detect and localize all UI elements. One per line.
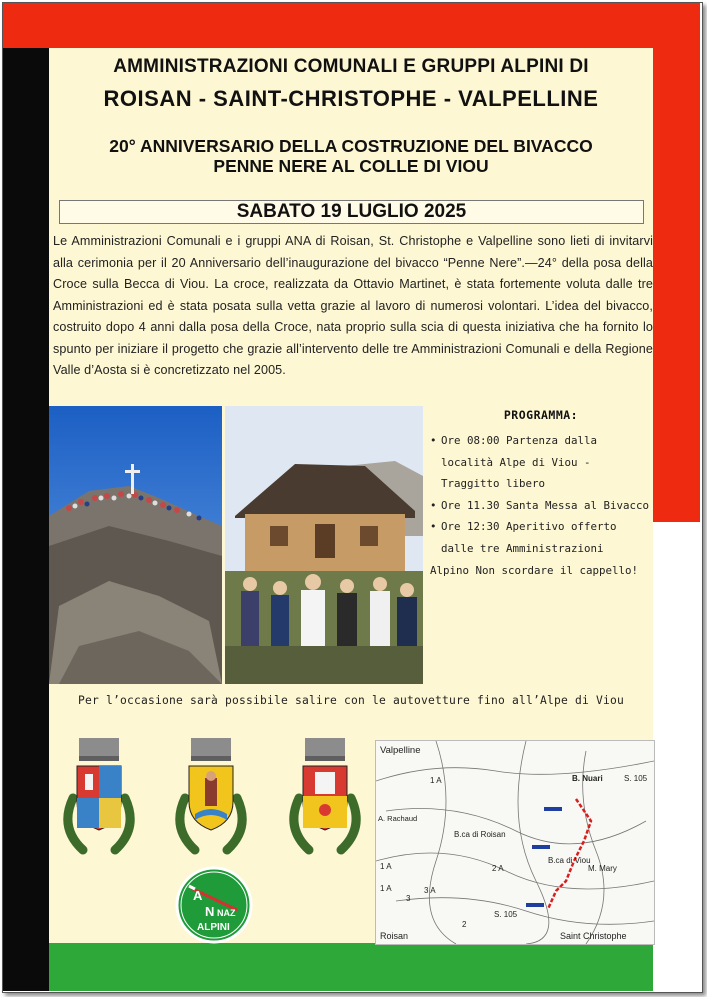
poster-panel	[49, 48, 653, 943]
map-label-a-rachaud: A. Rachaud	[378, 814, 418, 823]
map-label-b-ca-di-viou: B.ca di Viou	[548, 856, 591, 865]
municipalities-heading: ROISAN - SAINT-CHRISTOPHE - VALPELLINE	[103, 86, 599, 111]
programma-item-text: Ore 12:30 Aperitivo offerto dalle tre Amministrazioni	[441, 520, 617, 555]
ana-alpini: ALPINI	[197, 922, 230, 933]
ana-letter-n: N	[205, 904, 215, 919]
map-label-saint-christophe: Saint Christophe	[560, 931, 627, 941]
parking-icon	[544, 807, 562, 811]
programma-item	[430, 495, 652, 517]
parking-icon	[526, 903, 544, 907]
parking-icon	[532, 845, 550, 849]
programma-title: PROGRAMMA:	[503, 408, 579, 422]
map-label-m-mary: M. Mary	[588, 864, 617, 873]
map-label-s105-bottom: S. 105	[494, 910, 518, 919]
saint-christophe-crest-icon	[165, 738, 257, 862]
bullet-icon: •	[430, 434, 437, 447]
summit-cross-photo	[49, 406, 222, 684]
map-label-1a-top: 1 A	[430, 776, 442, 785]
map-label-3a: 3 A	[424, 886, 436, 895]
green-flag-band	[49, 943, 653, 991]
route-map	[375, 740, 655, 945]
map-label-roisan: Roisan	[380, 931, 409, 941]
map-label-2a: 2 A	[492, 864, 504, 873]
map-label-3: 3	[406, 894, 411, 903]
access-note: Per l’occasione sarà possibile salire con le autovetture fino all’Alpe di Viou	[77, 694, 625, 707]
bullet-icon: •	[430, 498, 437, 512]
programma-item-text: Ore 11.30 Santa Messa al Bivacco	[441, 498, 650, 512]
map-label-1a-low: 1 A	[380, 884, 392, 893]
event-title-line2: PENNE NERE AL COLLE DI VIOU	[213, 156, 489, 176]
map-label-s105-top: S. 105	[624, 774, 648, 783]
event-title-line1: 20° ANNIVERSARIO DELLA COSTRUZIONE DEL BIVACCO	[109, 136, 593, 156]
organizers-heading: AMMINISTRAZIONI COMUNALI E GRUPPI ALPINI DI	[113, 56, 589, 77]
ana-logo-icon	[175, 866, 253, 944]
valpelline-crest-icon	[279, 738, 371, 862]
programma-closing: Alpino Non scordare il cappello!	[430, 563, 639, 577]
bivouac-hut-photo	[225, 406, 423, 684]
programma-item-text: Ore 08:00 Partenza dalla località Alpe di Viou - Traggitto libero	[441, 434, 598, 491]
programma-item	[430, 516, 652, 559]
map-label-1a-mid: 1 A	[380, 862, 392, 871]
ana-letter-a: A	[193, 888, 203, 903]
event-date: SABATO 19 LUGLIO 2025	[59, 200, 644, 224]
bullet-icon: •	[430, 520, 437, 534]
event-description: Le Amministrazioni Comunali e i gruppi ANA di Roisan, St. Christophe e Valpelline sono lieti di invitarvi alla cerimonia per il 20 Anniversario dell’inaugurazione del bivacco “Penne Nere”.—24° della posa della Croce sulla Becca di Viou. La croce, realizzata da Ottavio Martinet, è stata fortemente voluta dalle tre Amministrazioni ed è stata posata sulla vetta grazie al lavoro di numerosi volontari. L’idea del bivacco, costruito dopo 4 anni dalla posa della Croce, nata proprio sulla scia di questa iniziativa che ha fornito lo spunto per iniziare il progetto che grazie all’intervento delle tre Amministrazioni Comunali e della Regione Valle d’Aosta si è concretizzato nel 2005.	[53, 234, 653, 377]
programma-list	[430, 430, 652, 581]
map-label-b-ca-di-roisan: B.ca di Roisan	[454, 830, 506, 839]
event-title	[49, 136, 653, 176]
ana-naz: NAZ	[217, 908, 236, 918]
map-label-valpelline: Valpelline	[380, 745, 421, 756]
programma-item	[430, 430, 652, 495]
map-label-b-nuari: B. Nuari	[572, 774, 603, 783]
black-flag-band	[3, 48, 49, 991]
roisan-crest-icon	[53, 738, 145, 862]
map-label-2: 2	[462, 920, 467, 929]
